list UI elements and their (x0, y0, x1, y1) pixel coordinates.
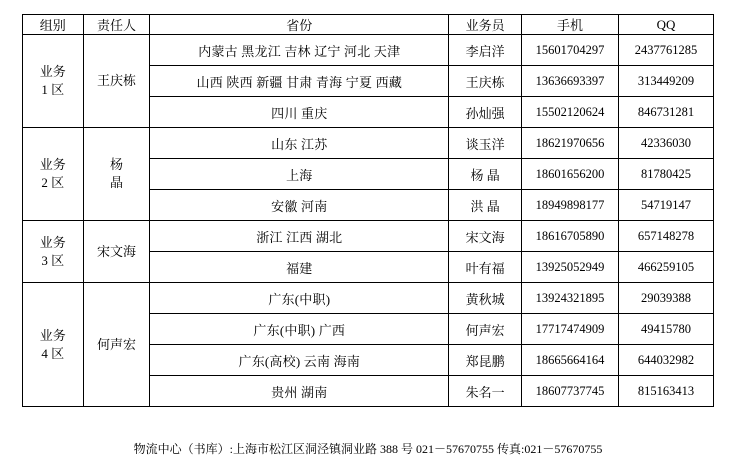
group-label-line2: 1 区 (41, 82, 65, 97)
sales-cell: 宋文海 (449, 221, 522, 252)
sales-cell: 王庆栋 (449, 66, 522, 97)
qq-cell: 815163413 (619, 376, 714, 407)
phone-cell: 13925052949 (522, 252, 619, 283)
table-row (23, 35, 714, 66)
column-header-phone: 手机 (522, 15, 619, 35)
phone-cell: 18621970656 (522, 128, 619, 159)
group-cell (23, 283, 84, 407)
qq-cell: 42336030 (619, 128, 714, 159)
sales-cell: 孙灿强 (449, 97, 522, 128)
owner-cell: 王庆栋 (83, 35, 150, 128)
qq-cell: 81780425 (619, 159, 714, 190)
provinces-cell: 安徽 河南 (150, 190, 449, 221)
column-header-sales: 业务员 (449, 15, 522, 35)
sales-cell: 谈玉洋 (449, 128, 522, 159)
sales-cell: 杨 晶 (449, 159, 522, 190)
table-header-row (23, 15, 714, 35)
group-label-line2: 3 区 (41, 252, 65, 268)
group-label-line2: 4 区 (41, 345, 65, 361)
group-cell (23, 221, 84, 283)
qq-cell: 29039388 (619, 283, 714, 314)
sales-cell: 何声宏 (449, 314, 522, 345)
sales-cell: 朱名一 (449, 376, 522, 407)
phone-cell: 18601656200 (522, 159, 619, 190)
top-spacer (0, 0, 736, 14)
phone-cell: 18616705890 (522, 221, 619, 252)
phone-cell: 17717474909 (522, 314, 619, 345)
footer-contact-line: 物流中心（书库）:上海市松江区洞泾镇洞业路 388 号 021－57670755 传真:021－57670755 (133, 442, 603, 456)
table-row (23, 283, 714, 314)
contact-table (22, 14, 714, 407)
provinces-cell: 福建 (150, 252, 449, 283)
phone-cell: 18607737745 (522, 376, 619, 407)
provinces-cell: 四川 重庆 (150, 97, 449, 128)
provinces-cell: 广东(中职) 广西 (150, 314, 449, 345)
column-header-group: 组别 (23, 15, 84, 35)
phone-cell: 15502120624 (522, 97, 619, 128)
owner-cell: 宋文海 (83, 221, 150, 283)
group-cell (23, 35, 84, 128)
group-cell (23, 128, 84, 221)
phone-cell: 18665664164 (522, 345, 619, 376)
owner-cell: 何声宏 (83, 283, 150, 407)
qq-cell: 644032982 (619, 345, 714, 376)
phone-cell: 13924321895 (522, 283, 619, 314)
qq-cell: 846731281 (619, 97, 714, 128)
provinces-cell: 浙江 江西 湖北 (150, 221, 449, 252)
group-label-line2: 2 区 (41, 175, 65, 190)
phone-cell: 18949898177 (522, 190, 619, 221)
qq-cell: 49415780 (619, 314, 714, 345)
group-label-line1: 业务 (39, 157, 66, 173)
provinces-cell: 广东(高校) 云南 海南 (150, 345, 449, 376)
provinces-cell: 上海 (150, 159, 449, 190)
provinces-cell: 广东(中职) (150, 283, 449, 314)
qq-cell: 313449209 (619, 66, 714, 97)
sales-cell: 黄秋城 (449, 283, 522, 314)
phone-cell: 15601704297 (522, 35, 619, 66)
group-label-line1: 业务 (39, 64, 66, 80)
provinces-cell: 山东 江苏 (150, 128, 449, 159)
qq-cell: 466259105 (619, 252, 714, 283)
group-label-line1: 业务 (39, 234, 66, 250)
qq-cell: 2437761285 (619, 35, 714, 66)
table-row (23, 128, 714, 159)
qq-cell: 54719147 (619, 190, 714, 221)
group-label-line1: 业务 (39, 327, 66, 343)
column-header-qq: QQ (619, 15, 714, 35)
sales-cell: 叶有福 (449, 252, 522, 283)
table-row (23, 221, 714, 252)
provinces-cell: 山西 陕西 新疆 甘肃 青海 宁夏 西藏 (150, 66, 449, 97)
owner-label-line2: 晶 (109, 175, 123, 190)
provinces-cell: 贵州 湖南 (150, 376, 449, 407)
provinces-cell: 内蒙古 黑龙江 吉林 辽宁 河北 天津 (150, 35, 449, 66)
phone-cell: 13636693397 (522, 66, 619, 97)
sales-cell: 李启洋 (449, 35, 522, 66)
column-header-provinces: 省份 (150, 15, 449, 35)
owner-cell (83, 128, 150, 221)
sales-cell: 洪 晶 (449, 190, 522, 221)
owner-label-line1: 杨 (109, 157, 123, 173)
qq-cell: 657148278 (619, 221, 714, 252)
column-header-owner: 责任人 (83, 15, 150, 35)
sales-cell: 郑昆鹏 (449, 345, 522, 376)
